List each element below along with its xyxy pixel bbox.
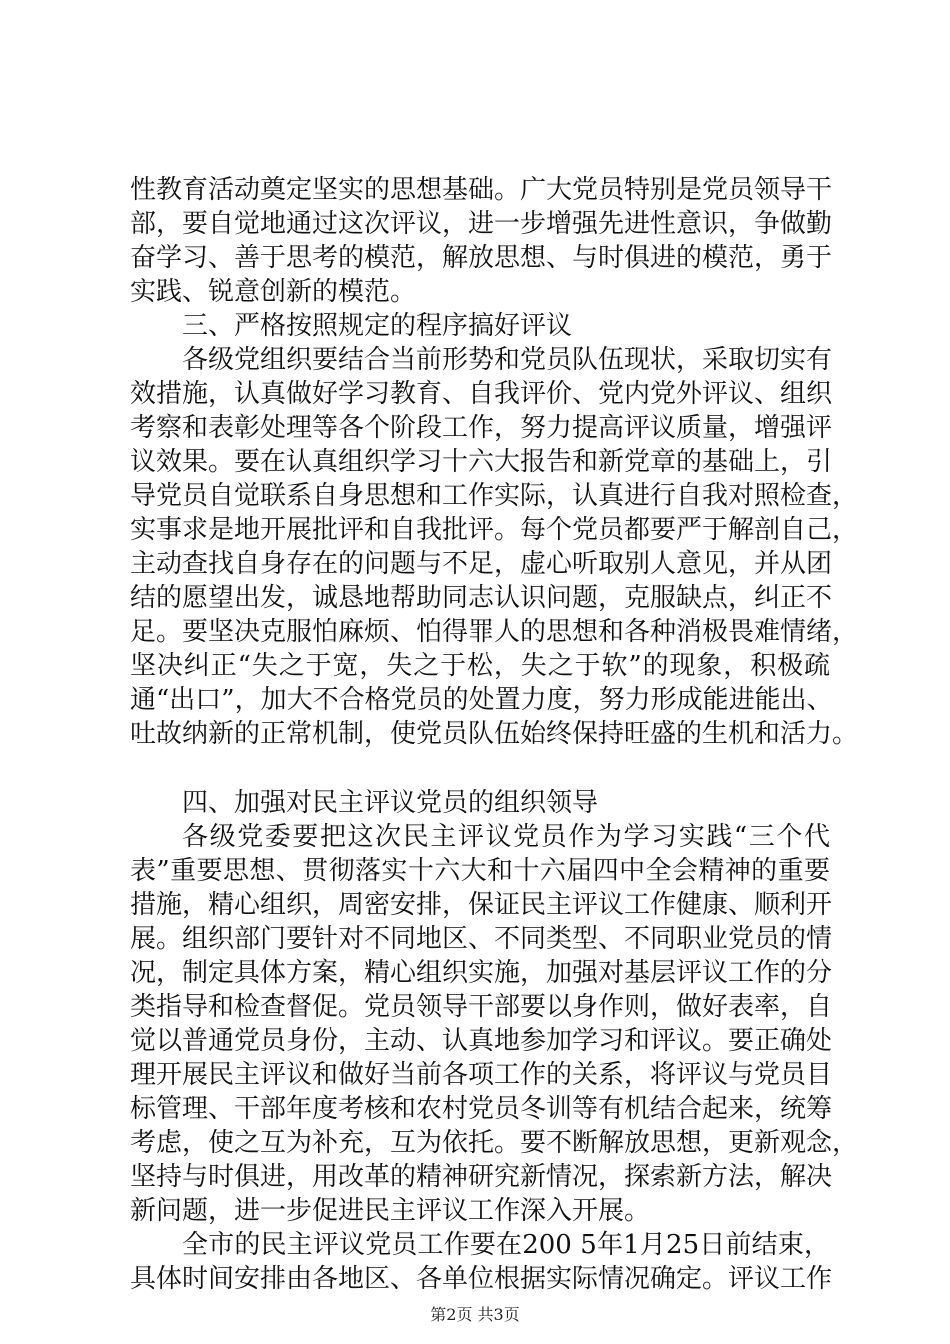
body-line: 部，要自觉地通过这次评议，进一步增强先进性意识，争做勤	[130, 209, 833, 239]
body-line: 展。组织部门要针对不同地区、不同类型、不同职业党员的情	[130, 924, 833, 954]
body-line: 考察和表彰处理等各个阶段工作，努力提高评议质量，增强评	[130, 413, 833, 443]
body-line: 全市的民主评议党员工作要在200 5年1月25日前结束，	[182, 1230, 830, 1260]
body-line: 理开展民主评议和做好当前各项工作的关系，将评议与党员目	[130, 1060, 833, 1090]
body-line: 况，制定具体方案，精心组织实施，加强对基层评议工作的分	[130, 958, 833, 988]
page-footer: 第2页 共3页	[430, 1305, 520, 1324]
body-line: 通“出口”，加大不合格党员的处置力度，努力形成能进能出、	[130, 685, 833, 715]
body-line: 导党员自觉联系自身思想和工作实际，认真进行自我对照检查，	[130, 481, 859, 511]
body-line: 足。要坚决克服怕麻烦、怕得罪人的思想和各种消极畏难情绪，	[130, 617, 859, 647]
body-line: 主动查找自身存在的问题与不足，虚心听取别人意见，并从团	[130, 549, 833, 579]
body-line: 结的愿望出发，诚恳地帮助同志认识问题，克服缺点，纠正不	[130, 583, 833, 613]
body-line: 新问题，进一步促进民主评议工作深入开展。	[130, 1196, 651, 1226]
body-line: 效措施，认真做好学习教育、自我评价、党内党外评议、组织	[130, 379, 833, 409]
body-line: 坚决纠正“失之于宽，失之于松，失之于软”的现象，积极疏	[130, 651, 830, 681]
section-heading-4: 四、加强对民主评议党员的组织领导	[182, 788, 599, 818]
body-line: 具体时间安排由各地区、各单位根据实际情况确定。评议工作	[130, 1264, 833, 1294]
body-line: 坚持与时俱进，用改革的精神研究新情况，探索新方法，解决	[130, 1162, 833, 1192]
body-line: 措施，精心组织，周密安排，保证民主评议工作健康、顺利开	[130, 890, 833, 920]
body-line: 各级党组织要结合当前形势和党员队伍现状，采取切实有	[182, 345, 833, 375]
section-heading-3: 三、严格按照规定的程序搞好评议	[182, 311, 573, 341]
body-line: 考虑，使之互为补充，互为依托。要不断解放思想，更新观念，	[130, 1128, 859, 1158]
body-line: 实事求是地开展批评和自我批评。每个党员都要严于解剖自己，	[130, 515, 859, 545]
body-line: 标管理、干部年度考核和农村党员冬训等有机结合起来，统筹	[130, 1094, 833, 1124]
body-line: 奋学习、善于思考的模范，解放思想、与时俱进的模范，勇于	[130, 243, 833, 273]
body-line: 觉以普通党员身份，主动、认真地参加学习和评议。要正确处	[130, 1026, 833, 1056]
body-line: 表”重要思想、贯彻落实十六大和十六届四中全会精神的重要	[130, 856, 830, 886]
body-line: 各级党委要把这次民主评议党员作为学习实践“三个代	[182, 822, 830, 852]
body-line: 议效果。要在认真组织学习十六大报告和新党章的基础上，引	[130, 447, 833, 477]
body-line: 实践、锐意创新的模范。	[130, 277, 417, 307]
body-line: 类指导和检查督促。党员领导干部要以身作则，做好表率，自	[130, 992, 833, 1022]
body-line: 吐故纳新的正常机制，使党员队伍始终保持旺盛的生机和活力。	[130, 719, 859, 749]
body-line: 性教育活动奠定坚实的思想基础。广大党员特别是党员领导干	[130, 175, 833, 205]
